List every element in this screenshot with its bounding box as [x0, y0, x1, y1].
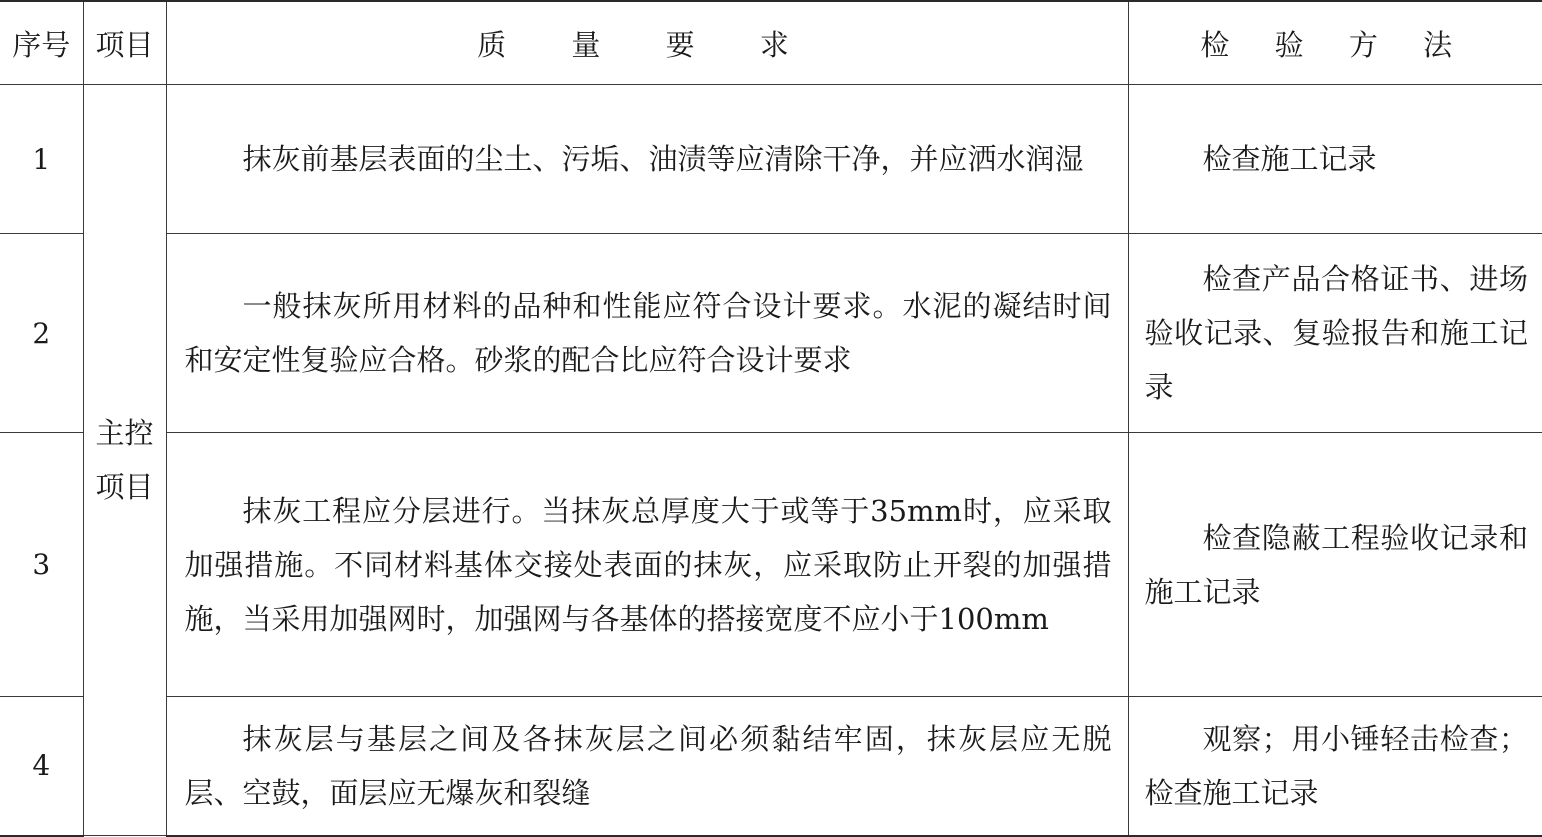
- category-label: 主控项目: [95, 416, 154, 504]
- row-seq: 4: [0, 697, 83, 836]
- table-row: [0, 85, 1542, 234]
- row-requirement: 抹灰工程应分层进行。当抹灰总厚度大于或等于35mm时，应采取加强措施。不同材料基体交接处表面的抹灰，应采取防止开裂的加强措施，当采用加强网时，加强网与各基体的搭接宽度不应小于100mm: [166, 433, 1128, 697]
- header-item: 项目: [83, 1, 166, 85]
- table-row: [0, 697, 1542, 836]
- row-seq: 3: [0, 433, 83, 697]
- header-inspection-method: 检 验 方 法: [1128, 1, 1542, 85]
- row-method: 检查施工记录: [1128, 85, 1542, 234]
- row-method: 检查产品合格证书、进场验收记录、复验报告和施工记录: [1128, 234, 1542, 433]
- row-method: 观察；用小锤轻击检查；检查施工记录: [1128, 697, 1542, 836]
- row-seq: 1: [0, 85, 83, 234]
- row-requirement: 抹灰前基层表面的尘土、污垢、油渍等应清除干净，并应洒水润湿: [166, 85, 1128, 234]
- row-requirement: 抹灰层与基层之间及各抹灰层之间必须黏结牢固，抹灰层应无脱层、空鼓，面层应无爆灰和裂缝: [166, 697, 1128, 836]
- header-quality-requirement: 质 量 要 求: [166, 1, 1128, 85]
- header-row: [0, 1, 1542, 85]
- table-row: [0, 234, 1542, 433]
- row-seq: 2: [0, 234, 83, 433]
- row-method: 检查隐蔽工程验收记录和施工记录: [1128, 433, 1542, 697]
- table-row: [0, 433, 1542, 697]
- header-seq: 序号: [0, 1, 83, 85]
- category-cell: [83, 85, 166, 836]
- row-requirement: 一般抹灰所用材料的品种和性能应符合设计要求。水泥的凝结时间和安定性复验应合格。砂浆的配合比应符合设计要求: [166, 234, 1128, 433]
